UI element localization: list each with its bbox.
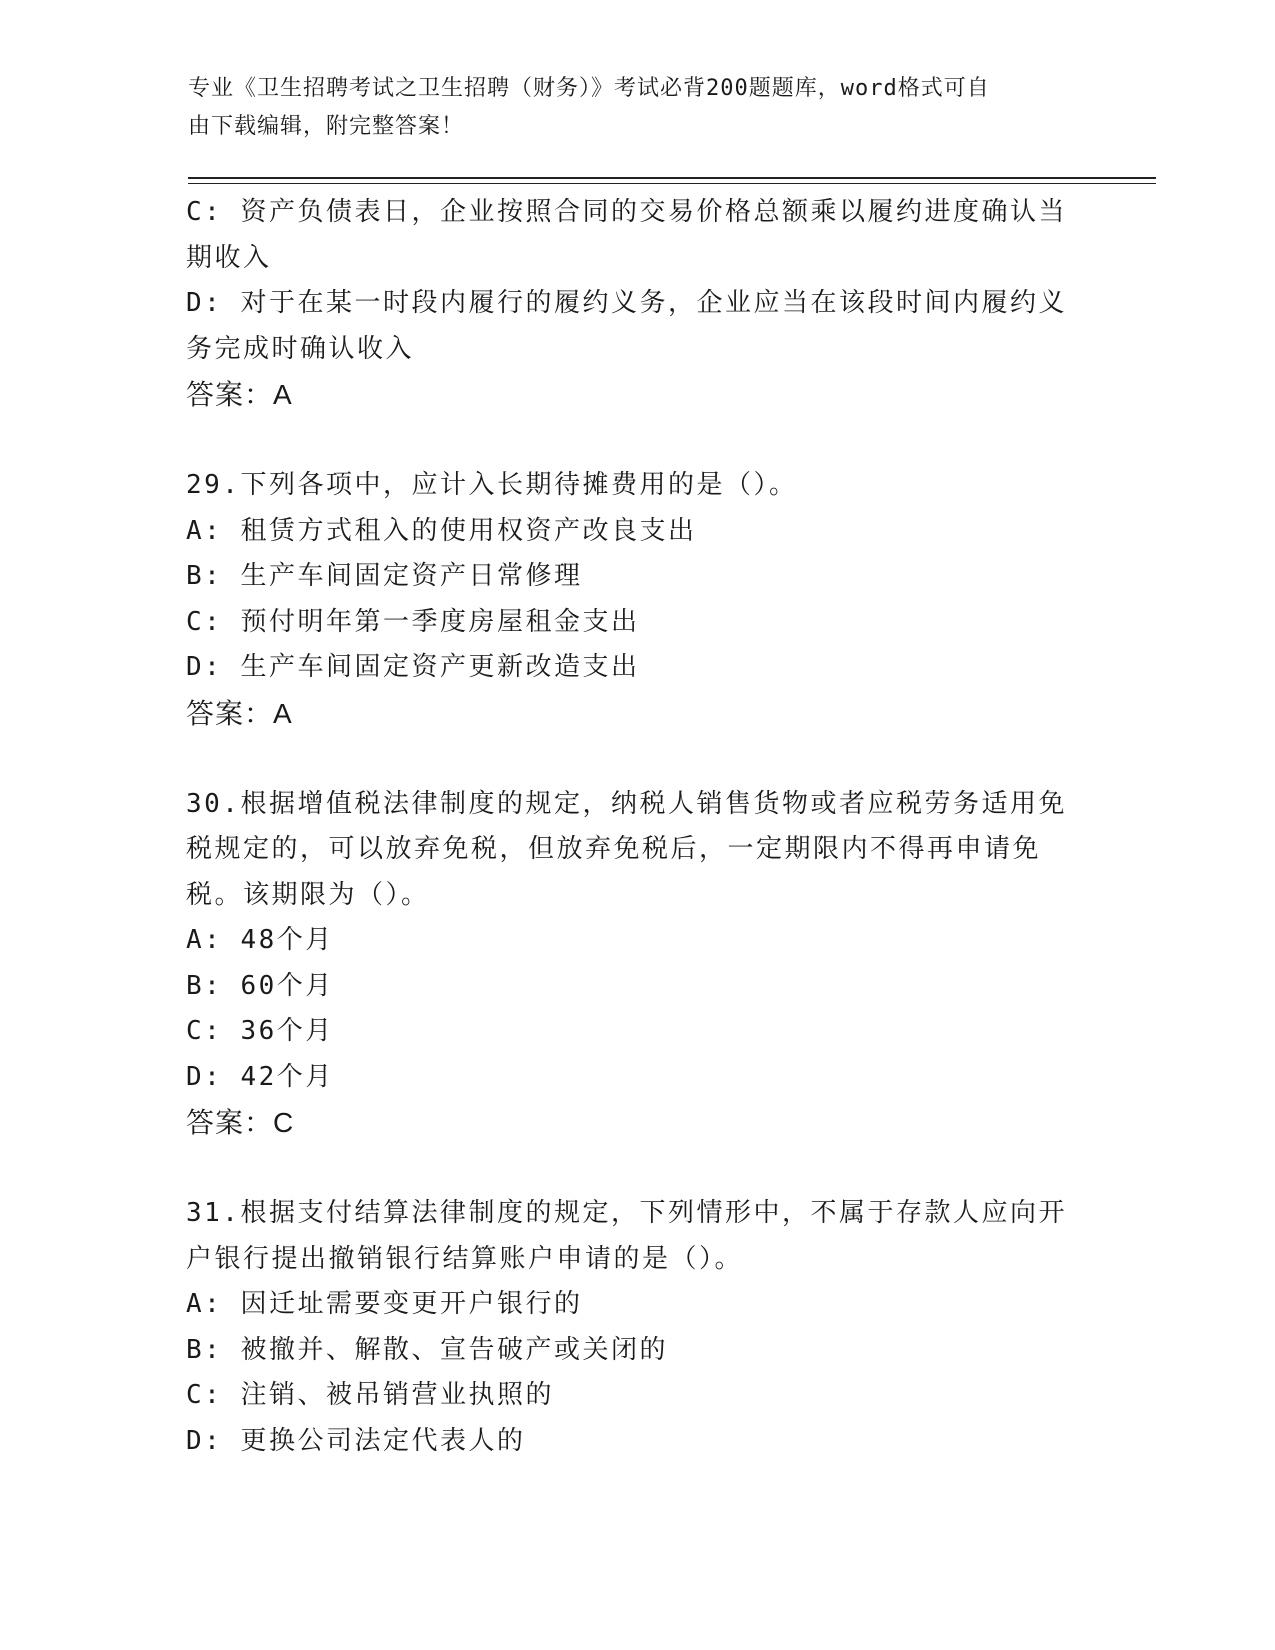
option-b: B: 被撤并、解散、宣告破产或关闭的 [186, 1334, 668, 1365]
option-b: B: 60个月 [186, 970, 334, 1001]
option-c-line-2: 期收入 [186, 242, 272, 273]
option-a: A: 48个月 [186, 925, 334, 955]
answer-29: 答案：A [186, 697, 293, 729]
option-d-line-1: D: 对于在某一时段内履行的履约义务，企业应当在该段时间内履约义 [186, 288, 1067, 318]
spacer [186, 736, 1086, 782]
spacer [186, 1146, 1086, 1192]
option-a: A: 因迁址需要变更开户银行的 [186, 1289, 583, 1319]
option-d-line-2: 务完成时确认收入 [186, 333, 415, 364]
question-28-continued [186, 190, 1086, 418]
answer-28: 答案：A [186, 379, 293, 410]
option-d: D: 更换公司法定代表人的 [186, 1425, 526, 1456]
question-30-stem-line-3: 税。该期限为（）。 [186, 879, 430, 910]
option-c: C: 36个月 [186, 1016, 334, 1046]
header-line-1: 专业《卫生招聘考试之卫生招聘（财务）》考试必背200题题库，word格式可自 [188, 76, 990, 101]
header-divider-thin [188, 183, 1156, 184]
option-a: A: 租赁方式租入的使用权资产改良支出 [186, 515, 697, 546]
question-29-stem: 29.下列各项中，应计入长期待摊费用的是（）。 [186, 470, 798, 500]
answer-30: 答案：C [186, 1107, 295, 1138]
question-29 [186, 463, 1086, 736]
spacer [186, 418, 1086, 464]
document-header [188, 70, 1068, 146]
option-b: B: 生产车间固定资产日常修理 [186, 561, 583, 591]
header-divider [188, 177, 1156, 179]
option-c: C: 注销、被吊销营业执照的 [186, 1380, 554, 1410]
option-c-line-1: C: 资产负债表日，企业按照合同的交易价格总额乘以履约进度确认当 [186, 197, 1067, 227]
question-list [186, 190, 1086, 1464]
option-d: D: 生产车间固定资产更新改造支出 [186, 652, 640, 682]
header-line-2: 由下载编辑，附完整答案！ [188, 114, 465, 139]
question-31 [186, 1191, 1086, 1464]
question-31-stem-line-2: 户银行提出撤销银行结算账户申请的是（）。 [186, 1243, 744, 1274]
question-30-stem-line-2: 税规定的，可以放弃免税，但放弃免税后，一定期限内不得再申请免 [186, 834, 1042, 864]
question-30-stem-line-1: 30.根据增值税法律制度的规定，纳税人销售货物或者应税劳务适用免 [186, 788, 1067, 819]
question-31-stem-line-1: 31.根据支付结算法律制度的规定，下列情形中，不属于存款人应向开 [186, 1198, 1067, 1228]
option-d: D: 42个月 [186, 1061, 334, 1092]
question-30 [186, 782, 1086, 1146]
option-c: C: 预付明年第一季度房屋租金支出 [186, 606, 640, 637]
